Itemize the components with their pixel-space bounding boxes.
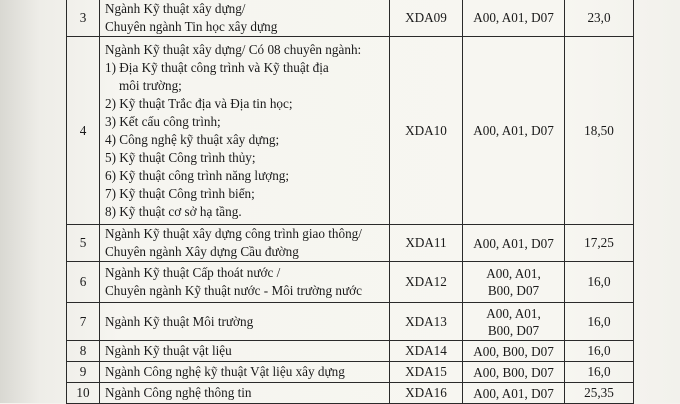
major-name-line: Ngành Kỹ thuật vật liệu bbox=[105, 343, 232, 358]
cutoff-score: 18,50 bbox=[565, 37, 634, 225]
major-name-cell bbox=[100, 262, 390, 303]
cutoff-score: 17,25 bbox=[565, 225, 634, 262]
subject-combination: A00, A01, D07 bbox=[473, 235, 554, 251]
major-code: XDA11 bbox=[390, 225, 463, 262]
subject-combination: A00, A01, D07 bbox=[473, 123, 554, 138]
table-body bbox=[67, 0, 634, 404]
table-row bbox=[67, 262, 634, 303]
table-row bbox=[67, 0, 634, 37]
row-number: 7 bbox=[67, 303, 100, 341]
major-name-cell bbox=[100, 225, 390, 262]
table-row bbox=[67, 303, 634, 341]
row-number: 8 bbox=[67, 341, 100, 362]
major-code: XDA09 bbox=[390, 0, 463, 37]
table-row bbox=[67, 225, 634, 262]
cutoff-score: 16,0 bbox=[565, 341, 634, 362]
major-name-line: Chuyên ngành Kỹ thuật nước - Môi trường nước bbox=[105, 283, 362, 298]
major-name-cell bbox=[100, 383, 390, 404]
cutoff-score: 25,35 bbox=[565, 383, 634, 404]
subject-combinations-cell bbox=[463, 0, 565, 37]
major-name-line: 2) Kỹ thuật Trắc địa và Địa tin học; bbox=[105, 95, 293, 111]
subject-combination: B00, D07 bbox=[487, 322, 540, 338]
subject-combination: A00, B00, D07 bbox=[473, 343, 554, 359]
major-name-cell bbox=[100, 303, 390, 341]
table-row bbox=[67, 362, 634, 383]
cutoff-score: 23,0 bbox=[565, 0, 634, 37]
table-row bbox=[67, 341, 634, 362]
major-code: XDA12 bbox=[390, 262, 463, 303]
major-name-cell bbox=[100, 0, 390, 37]
major-name-line: Chuyên ngành Tin học xây dựng bbox=[105, 18, 278, 34]
subject-combination: B00, D07 bbox=[487, 283, 540, 298]
major-name-line: Chuyên ngành Xây dựng Cầu đường bbox=[105, 244, 299, 259]
major-name-line: 8) Kỹ thuật cơ sở hạ tầng. bbox=[105, 203, 242, 219]
major-name-line: 3) Kết cấu công trình; bbox=[105, 113, 221, 129]
cutoff-score: 16,0 bbox=[565, 362, 634, 383]
major-name-line: Ngành Kỹ thuật xây dựng/ Có 08 chuyên ngành: bbox=[105, 41, 362, 57]
subject-combinations-cell bbox=[463, 362, 565, 383]
major-name-line: Ngành Kỹ thuật xây dựng/ bbox=[105, 0, 246, 16]
row-number: 9 bbox=[67, 362, 100, 383]
major-name-line: Ngành Kỹ thuật Môi trường bbox=[105, 313, 254, 329]
subject-combinations-cell bbox=[463, 37, 565, 225]
major-code: XDA16 bbox=[390, 383, 463, 404]
major-name-line: 4) Công nghệ kỹ thuật xây dựng; bbox=[105, 131, 280, 147]
admission-score-table bbox=[66, 0, 634, 404]
cutoff-score: 16,0 bbox=[565, 303, 634, 341]
subject-combinations-cell bbox=[463, 303, 565, 341]
row-number: 4 bbox=[67, 37, 100, 225]
major-name-cell bbox=[100, 37, 390, 225]
major-code: XDA10 bbox=[390, 37, 463, 225]
subject-combinations-cell bbox=[463, 262, 565, 303]
major-name-line: Ngành Công nghệ thông tin bbox=[105, 385, 252, 400]
table-row bbox=[67, 37, 634, 225]
row-number: 10 bbox=[67, 383, 100, 404]
major-name-line: Ngành Công nghệ kỹ thuật Vật liệu xây dựng bbox=[105, 364, 345, 379]
major-name-line: Ngành Kỹ thuật Cấp thoát nước / bbox=[105, 265, 281, 280]
major-code: XDA14 bbox=[390, 341, 463, 362]
cutoff-score: 16,0 bbox=[565, 262, 634, 303]
subject-combinations-cell bbox=[463, 383, 565, 404]
subject-combinations-cell bbox=[463, 341, 565, 362]
subject-combination: A00, A01, D07 bbox=[473, 385, 554, 401]
subject-combination: A00, A01, bbox=[486, 266, 541, 281]
major-name-line: 6) Kỹ thuật công trình năng lượng; bbox=[105, 167, 290, 183]
major-name-line: Ngành Kỹ thuật xây dựng công trình giao thông/ bbox=[105, 226, 362, 241]
subject-combination: A00, B00, D07 bbox=[473, 364, 554, 380]
major-name-line: 1) Địa Kỹ thuật công trình và Kỹ thuật địa bbox=[105, 59, 329, 75]
major-code: XDA13 bbox=[390, 303, 463, 341]
major-code: XDA15 bbox=[390, 362, 463, 383]
subject-combinations-cell bbox=[463, 225, 565, 262]
table-row bbox=[67, 383, 634, 404]
row-number: 3 bbox=[67, 0, 100, 37]
major-name-line: môi trường; bbox=[119, 77, 182, 93]
subject-combination: A00, A01, bbox=[486, 305, 541, 321]
row-number: 5 bbox=[67, 225, 100, 262]
major-name-cell bbox=[100, 341, 390, 362]
subject-combination: A00, A01, D07 bbox=[473, 10, 554, 25]
major-name-cell bbox=[100, 362, 390, 383]
row-number: 6 bbox=[67, 262, 100, 303]
major-name-line: 7) Kỹ thuật Công trình biển; bbox=[105, 185, 255, 201]
major-name-line: 5) Kỹ thuật Công trình thủy; bbox=[105, 149, 256, 165]
